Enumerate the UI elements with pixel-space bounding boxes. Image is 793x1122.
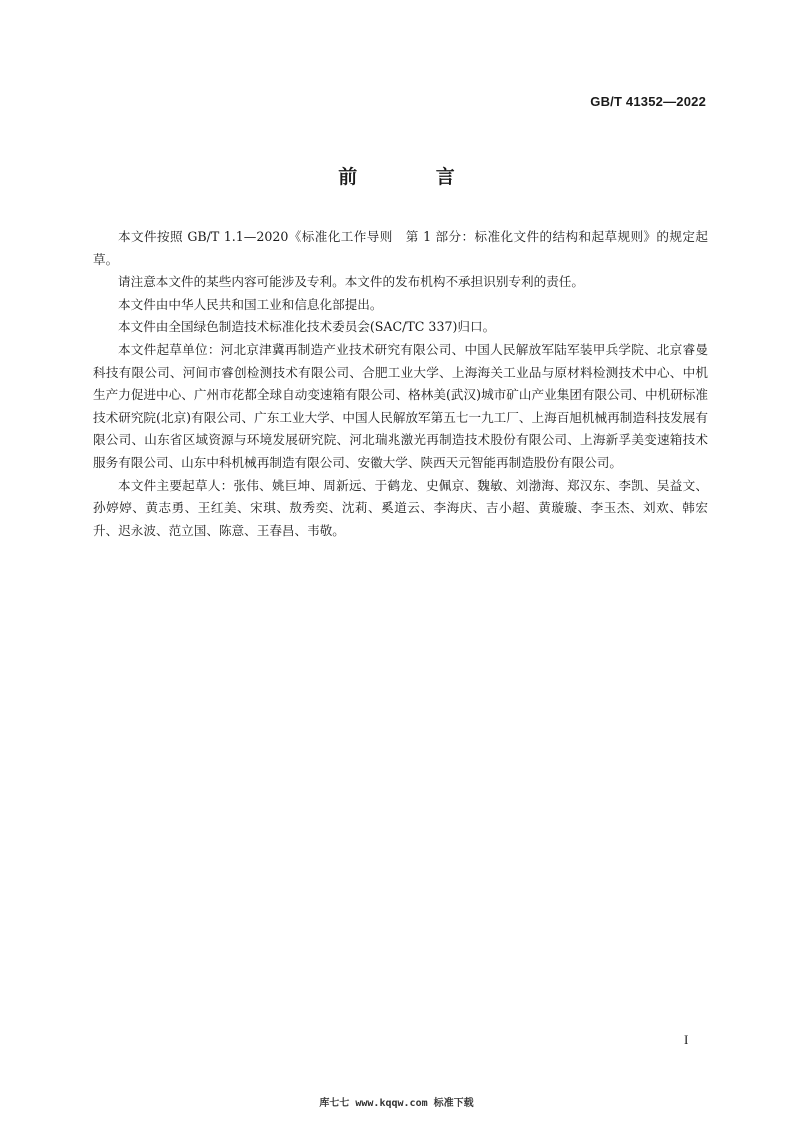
paragraph-drafters: 本文件主要起草人：张伟、姚巨坤、周新远、于鹤龙、史佩京、魏敏、刘渤海、郑汉东、李凯、吴益文、孙婷婷、黄志勇、王红美、宋琪、敖秀奕、沈莉、奚道云、李海庆、吉小超、黄璇璇、李玉杰、刘欢、韩宏升、迟永波、范立国、陈意、王春昌、韦敬。 — [93, 477, 708, 538]
footer-watermark: 库七七 www.kqqw.com 标准下载 — [319, 1098, 474, 1109]
paragraph-drafting-rule: 本文件按照 GB/T 1.1—2020《标准化工作导则 第 1 部分：标准化文件的结构和起草规则》的规定起草。 — [93, 229, 708, 267]
paragraph-administrator: 本文件由全国绿色制造技术标准化技术委员会(SAC/TC 337)归口。 — [118, 319, 496, 335]
page-number: I — [684, 1032, 689, 1047]
document-body — [93, 226, 708, 542]
paragraph-patent-notice: 请注意本文件的某些内容可能涉及专利。本文件的发布机构不承担识别专利的责任。 — [118, 274, 584, 290]
paragraph-proposer: 本文件由中华人民共和国工业和信息化部提出。 — [118, 296, 383, 312]
paragraph-drafting-units: 本文件起草单位：河北京津冀再制造产业技术研究有限公司、中国人民解放军陆军装甲兵学院、北京睿曼科技有限公司、河间市睿创检测技术有限公司、合肥工业大学、上海海关工业品与原材料检测技术中心、中机生产力促进中心、广州市花都全球自动变速箱有限公司、格林美(武汉)城市矿山产业集团有限公司、中机研标准技术研究院(北京)有限公司、广东工业大学、中国人民解放军第五七一九工厂、上海百旭机械再制造科技发展有限公司、山东省区域资源与环境发展研究院、河北瑞兆激光再制造技术股份有限公司、上海新孚美变速箱技术服务有限公司、山东中科机械再制造有限公司、安徽大学、陕西天元智能再制造股份有限公司。 — [93, 341, 708, 470]
standard-code: GB/T 41352—2022 — [590, 94, 706, 109]
page-title: 前 言 — [338, 166, 491, 188]
